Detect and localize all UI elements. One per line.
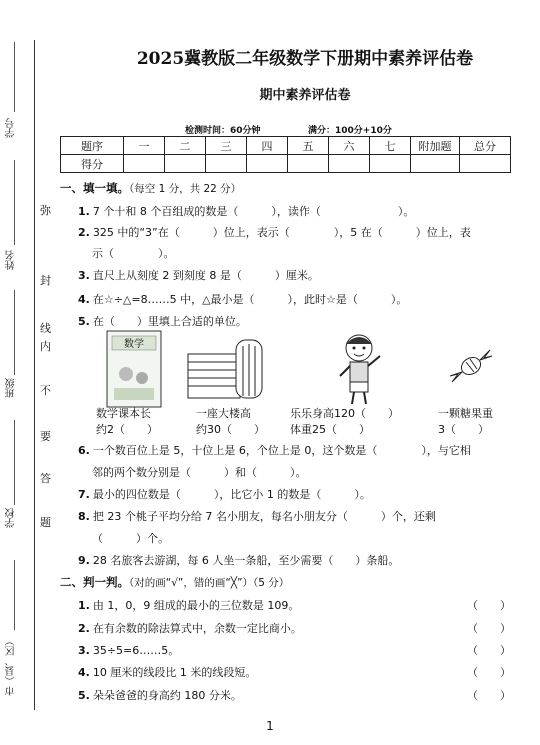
- section-2-note: （对的画“√”，错的画“╳”）（5 分）: [129, 577, 290, 589]
- score-table-cell: 一: [124, 137, 165, 155]
- score-table-cell: 得分: [61, 155, 124, 173]
- score-table-cell: 三: [206, 137, 247, 155]
- field-class[interactable]: [14, 290, 27, 375]
- answer-paren-2[interactable]: （ ）: [467, 622, 511, 635]
- math-book-image: [106, 330, 162, 408]
- question-number: 7.: [78, 488, 90, 501]
- seal-char: 答: [40, 472, 51, 485]
- question-1-1: [78, 203, 414, 219]
- seal-char: 封: [40, 274, 51, 287]
- question-text: 10 厘米的线段比 1 米的线段短。: [92, 666, 257, 679]
- caption-line: 约30（ ）: [196, 423, 265, 436]
- question-1-6: [78, 442, 471, 458]
- label-school: 学校: [6, 508, 17, 528]
- score-input-1[interactable]: [124, 155, 165, 173]
- exam-score: 满分：100分+10分: [308, 126, 392, 136]
- question-text: 由 1，0，9 组成的最小的三位数是 109。: [92, 599, 300, 612]
- section-2-heading: [60, 574, 289, 590]
- binding-margin: [0, 0, 70, 745]
- question-1-2-cont: 示（ ）。: [92, 247, 175, 260]
- answer-paren-3[interactable]: （ ）: [467, 644, 511, 657]
- score-table-cell: 总分: [460, 137, 511, 155]
- section-2-title: 二、判一判。: [60, 575, 129, 589]
- seal-char: 弥: [40, 204, 51, 217]
- caption-line: 乐乐身高120（ ）: [290, 407, 399, 420]
- score-input-2[interactable]: [165, 155, 206, 173]
- caption-line: 3（ ）: [438, 423, 489, 436]
- question-text: 35÷5=6……5。: [92, 644, 180, 657]
- question-number: 1.: [78, 599, 90, 612]
- caption-book: [96, 406, 158, 438]
- score-table-cell: 二: [165, 137, 206, 155]
- page-title: 2025冀教版二年级数学下册期中素养评估卷: [136, 49, 474, 69]
- seal-char: 题: [40, 516, 51, 529]
- caption-line: 一座大楼高: [196, 407, 251, 420]
- answer-paren-1[interactable]: （ ）: [467, 599, 511, 612]
- question-1-8: [78, 508, 436, 524]
- score-table-cell: 六: [329, 137, 370, 155]
- judge-item-5: [78, 687, 242, 703]
- label-city: 市（县、区）: [6, 636, 17, 696]
- seal-char: 要: [40, 430, 51, 443]
- question-number: 4.: [78, 666, 90, 679]
- field-name[interactable]: [14, 160, 27, 245]
- score-table-cell: 四: [247, 137, 288, 155]
- exam-time: 检测时间：60分钟: [185, 126, 261, 136]
- judge-item-1: [78, 597, 299, 613]
- score-input-3[interactable]: [206, 155, 247, 173]
- field-student-id[interactable]: [14, 42, 27, 112]
- question-text: 把 23 个桃子平均分给 7 名小朋友，每名小朋友分（ ）个，还剩: [92, 510, 436, 523]
- question-number: 9.: [78, 554, 90, 567]
- caption-line: 体重25（ ）: [290, 423, 370, 436]
- question-number: 5.: [78, 689, 90, 702]
- question-text: 在有余数的除法算式中，余数一定比商小。: [92, 622, 302, 635]
- caption-building: [196, 406, 265, 438]
- score-input-bonus[interactable]: [411, 155, 460, 173]
- question-text: 在（ ）里填上合适的单位。: [92, 315, 247, 328]
- question-text: 7 个十和 8 个百组成的数是（ ），读作（ ）。: [92, 205, 415, 218]
- section-1-title: 一、填一填。: [60, 181, 129, 195]
- section-1-heading: [60, 180, 241, 196]
- label-class: 班级: [6, 378, 17, 398]
- section-1-note: （每空 1 分，共 22 分）: [129, 183, 242, 195]
- page-number: 1: [266, 719, 274, 733]
- score-input-total[interactable]: [460, 155, 511, 173]
- score-input-4[interactable]: [247, 155, 288, 173]
- question-1-4: [78, 291, 407, 307]
- question-text: 直尺上从刻度 2 到刻度 8 是（ ）厘米。: [92, 269, 319, 282]
- answer-paren-4[interactable]: （ ）: [467, 666, 511, 679]
- question-number: 1.: [78, 205, 90, 218]
- score-table-cell: 附加题: [411, 137, 460, 155]
- score-table-cell: 题序: [61, 137, 124, 155]
- question-1-9: [78, 552, 399, 568]
- judge-item-3: [78, 642, 179, 658]
- question-number: 8.: [78, 510, 90, 523]
- score-table: [60, 136, 511, 173]
- judge-item-2: [78, 620, 302, 636]
- book-cover-text: 数学: [124, 339, 144, 350]
- label-name: 姓名: [6, 250, 17, 270]
- question-text: 28 名旅客去游湖，每 6 人坐一条船，至少需要（ ）条船。: [92, 554, 400, 567]
- binding-line: [34, 40, 35, 710]
- building-image: [186, 336, 266, 402]
- judge-item-4: [78, 664, 256, 680]
- question-1-5: [78, 313, 247, 329]
- score-table-score-row: [61, 155, 511, 173]
- label-student-id: 学号: [6, 118, 17, 138]
- score-input-6[interactable]: [329, 155, 370, 173]
- question-text: 最小的四位数是（ ），比它小 1 的数是（ ）。: [92, 488, 371, 501]
- caption-boy: [290, 406, 399, 438]
- question-1-3: [78, 267, 319, 283]
- question-number: 6.: [78, 444, 90, 457]
- score-table-cell: 五: [288, 137, 329, 155]
- caption-candy: [438, 406, 493, 438]
- question-1-2: [78, 224, 471, 240]
- question-number: 2.: [78, 226, 90, 239]
- question-number: 3.: [78, 644, 90, 657]
- score-input-7[interactable]: [370, 155, 411, 173]
- question-1-8-cont: （ ）个。: [92, 532, 169, 545]
- question-1-7: [78, 486, 371, 502]
- question-1-6-cont: 邻的两个数分别是（ ）和（ ）。: [92, 466, 307, 479]
- field-city[interactable]: [14, 560, 27, 630]
- question-text: 325 中的“3”在（ ）位上，表示（ ），5 在（ ）位上，表: [92, 226, 471, 239]
- question-text: 一个数百位上是 5，十位上是 6，个位上是 0，这个数是（ ），与它相: [92, 444, 471, 457]
- seal-char: 线: [40, 322, 51, 335]
- question-text: 朵朵爸爸的身高约 180 分米。: [92, 689, 242, 702]
- answer-paren-5[interactable]: （ ）: [467, 689, 511, 702]
- question-number: 2.: [78, 622, 90, 635]
- question-number: 4.: [78, 293, 90, 306]
- caption-line: 约2（ ）: [96, 423, 158, 436]
- question-number: 3.: [78, 269, 90, 282]
- question-text: 在☆÷△=8……5 中，△最小是（ ），此时☆是（ ）。: [92, 293, 408, 306]
- candy-image: [448, 348, 494, 384]
- page-subtitle: 期中素养评估卷: [259, 88, 351, 103]
- question-number: 5.: [78, 315, 90, 328]
- caption-line: 数学课本长: [96, 407, 151, 420]
- field-school[interactable]: [14, 420, 27, 505]
- boy-image: [330, 330, 388, 408]
- score-input-5[interactable]: [288, 155, 329, 173]
- score-table-cell: 七: [370, 137, 411, 155]
- seal-char: 内: [40, 340, 51, 353]
- score-table-header-row: [61, 137, 511, 155]
- seal-char: 不: [40, 384, 51, 397]
- caption-line: 一颗糖果重: [438, 407, 493, 420]
